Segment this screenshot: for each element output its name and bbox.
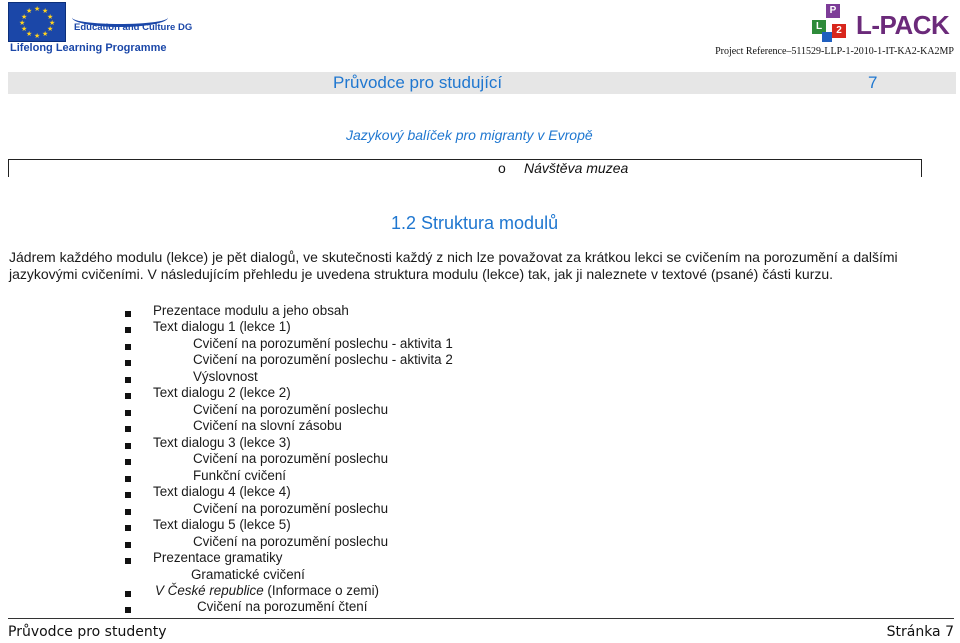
cube-2-icon: 2 [832, 24, 846, 38]
outline-item: Cvičení na porozumění poslechu [193, 402, 389, 417]
box-left-rule [8, 159, 9, 177]
square-bullet-icon [125, 393, 131, 399]
project-reference: Project Reference–511529-LLP-1-2010-1-IT-KA2-KA2MP [715, 46, 954, 57]
footer-rule [8, 618, 954, 619]
outline-item: Cvičení na porozumění poslechu [193, 501, 389, 516]
outline-item: Text dialogu 1 (lekce 1) [153, 319, 291, 334]
outline-item: Funkční cvičení [193, 468, 287, 483]
square-bullet-icon [125, 591, 131, 597]
square-bullet-icon [125, 311, 131, 317]
section-paragraph: Jádrem každého modulu (lekce) je pět dialogů, ve skutečnosti každý z nich lze považovat za krátkou lekci se cvičením na porozumění a dalšími jazykovými cvičeními. V následujícím přehledu je uvedena struktura modulu (lekce) tak, jak ji naleznete v textové (psané) části kurzu. [9, 249, 898, 282]
outline-item: Prezentace modulu a jeho obsah [153, 303, 349, 318]
square-bullet-icon [125, 410, 131, 416]
cube-blue-icon [822, 32, 832, 42]
outline-item: Cvičení na slovní zásobu [193, 418, 342, 433]
footer-page-number: Stránka 7 [886, 624, 954, 640]
square-bullet-icon [125, 607, 131, 613]
square-bullet-icon [125, 509, 131, 515]
guide-title: Průvodce pro studující [333, 73, 503, 92]
square-bullet-icon [125, 525, 131, 531]
visit-item: Návštěva muzea [524, 160, 629, 176]
outline-item: Text dialogu 5 (lekce 5) [153, 517, 291, 532]
square-bullet-icon [125, 344, 131, 350]
eu-dg-label: Education and Culture DG [74, 22, 193, 33]
square-bullet-icon [125, 558, 131, 564]
outline-item: Text dialogu 3 (lekce 3) [153, 435, 291, 450]
outline-item-rest: (Informace o zemi) [263, 583, 380, 598]
square-bullet-icon [125, 476, 131, 482]
eu-llp-logo [8, 2, 193, 56]
outline-item: Cvičení na porozumění poslechu [193, 534, 389, 549]
outline-item: Prezentace gramatiky [153, 550, 283, 565]
outline-item: Cvičení na porozumění poslechu - aktivita 1 [193, 336, 453, 351]
outline-item: Cvičení na porozumění poslechu - aktivita 2 [193, 352, 453, 367]
guide-number: 7 [868, 73, 878, 92]
lpack-logo [812, 2, 957, 46]
square-bullet-icon [125, 360, 131, 366]
outline-item: Text dialogu 4 (lekce 4) [153, 484, 291, 499]
outline-item [155, 583, 379, 598]
lpack-wordmark: L-PACK [856, 10, 950, 40]
box-right-rule [921, 159, 922, 177]
square-bullet-icon [125, 377, 131, 383]
cube-p-icon: P [826, 4, 840, 18]
llp-label: Lifelong Learning Programme [10, 42, 167, 54]
square-bullet-icon [125, 542, 131, 548]
outline-item: Text dialogu 2 (lekce 2) [153, 385, 291, 400]
eu-flag-icon: ★ ★ ★ ★ ★ ★ ★ ★ ★ ★ ★ ★ [8, 2, 66, 42]
box-top-rule [8, 159, 922, 160]
square-bullet-icon [125, 327, 131, 333]
section-heading: 1.2 Struktura modulů [391, 213, 559, 233]
outline-item: Gramatické cvičení [191, 567, 305, 582]
outline-item-italic: V České republice [155, 583, 264, 598]
cube-l-icon: L [812, 20, 826, 34]
footer-doc-title: Průvodce pro studenty [8, 624, 167, 640]
square-bullet-icon [125, 459, 131, 465]
square-bullet-icon [125, 492, 131, 498]
outline-item: Cvičení na porozumění poslechu [193, 451, 389, 466]
visit-bullet: o [498, 160, 506, 176]
outline-item: Výslovnost [193, 369, 258, 384]
outline-item: Cvičení na porozumění čtení [197, 599, 368, 614]
package-subtitle: Jazykový balíček pro migranty v Evropě [346, 127, 593, 143]
square-bullet-icon [125, 443, 131, 449]
square-bullet-icon [125, 426, 131, 432]
